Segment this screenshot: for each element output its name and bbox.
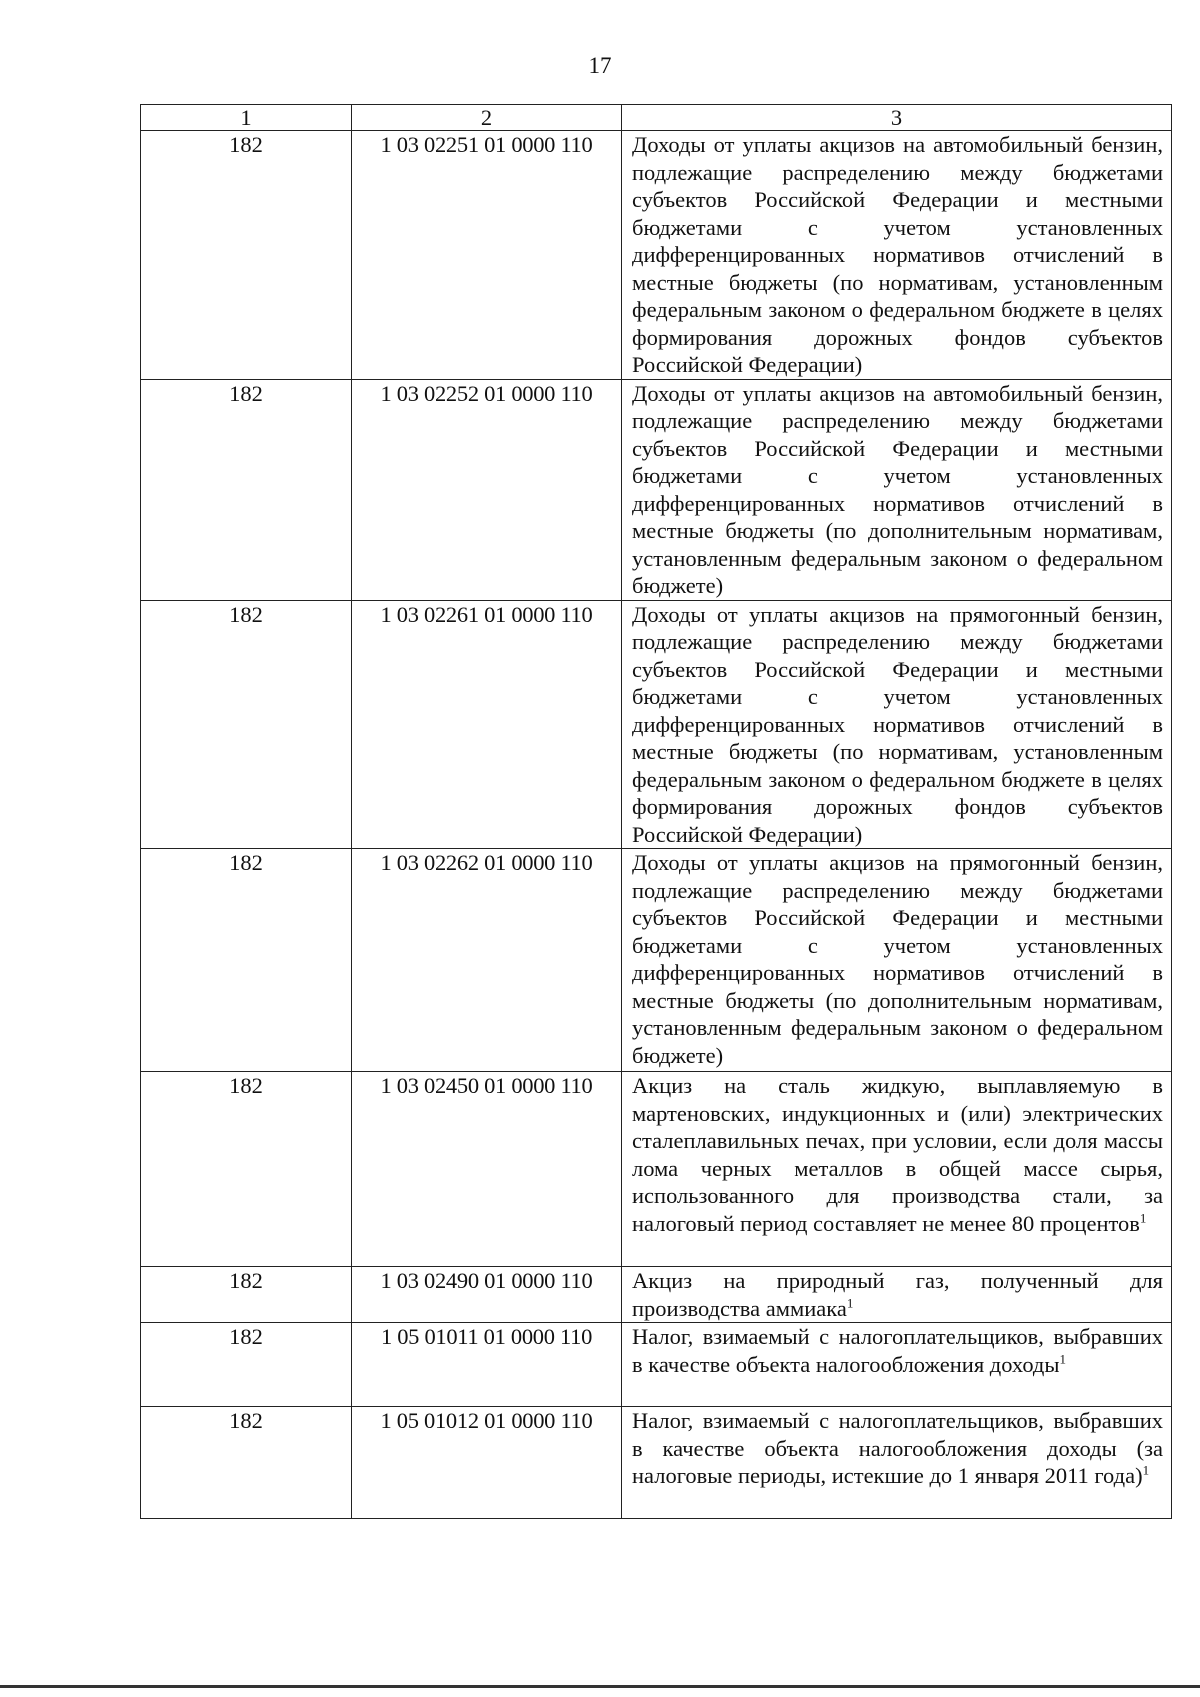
income-name bbox=[622, 131, 1172, 380]
income-name bbox=[622, 1267, 1172, 1323]
income-name bbox=[622, 379, 1172, 600]
budget-classification-code: 1 03 02252 01 0000 110 bbox=[352, 379, 622, 600]
administrator-code: 182 bbox=[141, 131, 352, 380]
table-row bbox=[141, 1323, 1172, 1407]
column-header-1: 1 bbox=[141, 105, 352, 131]
budget-classification-code: 1 03 02262 01 0000 110 bbox=[352, 849, 622, 1072]
income-name-text: Доходы от уплаты акцизов на прямогонный бензин, подлежащие распределению между бюджетами субъектов Российской Федерации и местными бюджетами с учетом установленных дифференцированных нормативов отчислений в местные бюджеты (по нормативам, установленным федеральным законом о федеральном бюджете в целях формирования дорожных фондов субъектов Российской Федерации) bbox=[632, 601, 1163, 847]
page-number: 17 bbox=[588, 53, 612, 78]
income-name-text: Налог, взимаемый с налогоплательщиков, выбравших в качестве объекта налогообложения доходы bbox=[632, 1324, 1163, 1377]
income-name-text: Акциз на природный газ, полученный для производства аммиака bbox=[632, 1268, 1163, 1321]
budget-classification-code: 1 03 02261 01 0000 110 bbox=[352, 600, 622, 849]
bottom-edge-rule bbox=[0, 1685, 1200, 1688]
income-name-text: Налог, взимаемый с налогоплательщиков, выбравших в качестве объекта налогообложения доходы (за налоговые периоды, истекшие до 1 января 2011 года) bbox=[632, 1408, 1163, 1488]
income-name bbox=[622, 1407, 1172, 1519]
administrator-code: 182 bbox=[141, 1072, 352, 1267]
table-row bbox=[141, 131, 1172, 380]
table-row bbox=[141, 1267, 1172, 1323]
budget-classification-code: 1 05 01011 01 0000 110 bbox=[352, 1323, 622, 1407]
income-name bbox=[622, 600, 1172, 849]
column-header-3: 3 bbox=[622, 105, 1172, 131]
income-name-text: Доходы от уплаты акцизов на автомобильный бензин, подлежащие распределению между бюджетами субъектов Российской Федерации и местными бюджетами с учетом установленных дифференцированных нормативов отчислений в местные бюджеты (по дополнительным нормативам, установленным федеральным законом о федеральном бюджете) bbox=[632, 380, 1163, 598]
administrator-code: 182 bbox=[141, 1407, 352, 1519]
budget-classification-code: 1 03 02490 01 0000 110 bbox=[352, 1267, 622, 1323]
income-name bbox=[622, 849, 1172, 1072]
income-name-text: Доходы от уплаты акцизов на автомобильный бензин, подлежащие распределению между бюджетами субъектов Российской Федерации и местными бюджетами с учетом установленных дифференцированных нормативов отчислений в местные бюджеты (по нормативам, установленным федеральным законом о федеральном бюджете в целях формирования дорожных фондов субъектов Российской Федерации) bbox=[632, 132, 1163, 377]
table-header-row bbox=[141, 105, 1172, 131]
budget-classification-code: 1 05 01012 01 0000 110 bbox=[352, 1407, 622, 1519]
table-row bbox=[141, 1407, 1172, 1519]
income-codes-table bbox=[140, 104, 1172, 1519]
budget-classification-code: 1 03 02450 01 0000 110 bbox=[352, 1072, 622, 1267]
footnote-mark: 1 bbox=[1139, 1210, 1147, 1225]
budget-classification-code: 1 03 02251 01 0000 110 bbox=[352, 131, 622, 380]
administrator-code: 182 bbox=[141, 600, 352, 849]
income-name bbox=[622, 1323, 1172, 1407]
income-name bbox=[622, 1072, 1172, 1267]
administrator-code: 182 bbox=[141, 849, 352, 1072]
table-row bbox=[141, 600, 1172, 849]
footnote-mark: 1 bbox=[846, 1295, 854, 1310]
administrator-code: 182 bbox=[141, 1323, 352, 1407]
administrator-code: 182 bbox=[141, 379, 352, 600]
footnote-mark: 1 bbox=[1142, 1462, 1150, 1478]
footnote-mark: 1 bbox=[1059, 1351, 1066, 1366]
column-header-2: 2 bbox=[352, 105, 622, 131]
table-row bbox=[141, 849, 1172, 1072]
table-row bbox=[141, 379, 1172, 600]
table-row bbox=[141, 1072, 1172, 1267]
income-name-text: Акциз на сталь жидкую, выплавляемую в мартеновских, индукционных и (или) электрических сталеплавильных печах, при условии, если доля массы лома черных металлов в общей массе сырья, использованного для производства стали, за налоговый период составляет не менее 80 процентов bbox=[632, 1073, 1163, 1236]
administrator-code: 182 bbox=[141, 1267, 352, 1323]
income-name-text: Доходы от уплаты акцизов на прямогонный бензин, подлежащие распределению между бюджетами субъектов Российской Федерации и местными бюджетами с учетом установленных дифференцированных нормативов отчислений в местные бюджеты (по дополнительным нормативам, установленным федеральным законом о федеральном бюджете) bbox=[632, 850, 1163, 1068]
